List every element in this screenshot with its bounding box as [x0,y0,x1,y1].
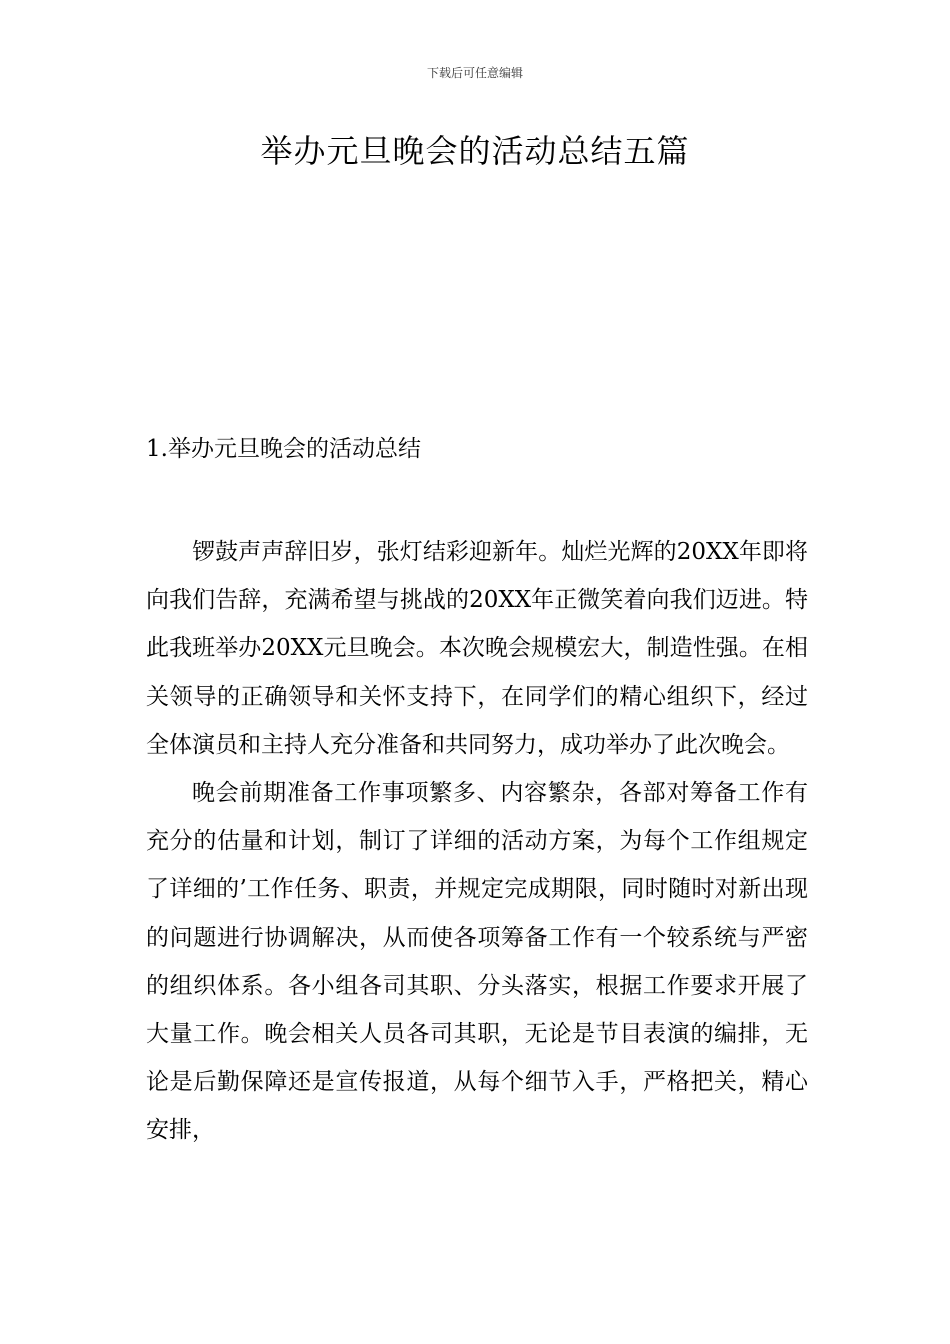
document-title: 举办元旦晚会的活动总结五篇 [260,132,690,170]
paragraph: 晚会前期准备工作事项繁多、内容繁杂，各部对筹备工作有充分的估量和计划，制订了详细的活动方案，为每个工作组规定了详细的’工作任务、职责，并规定完成期限，同时随时对新出现的问题进行协调解决，从而使各项筹备工作有一个较系统与严密的组织体系。各小组各司其职、分头落实，根据工作要求开展了大量工作。晚会相关人员各司其职，无论是节目表演的编排，无论是后勤保障还是宣传报道，从每个细节入手，严格把关，精心安排， [146,780,808,1144]
download-note: 下载后可任意编辑 [426,66,523,80]
paragraph: 锣鼓声声辞旧岁，张灯结彩迎新年。灿烂光辉的20XX年即将向我们告辞，充满希望与挑战的20XX年正微笑着向我们迈进。特此我班举办20XX元旦晚会。本次晚会规模宏大，制造性强。在相关领导的正确领导和关怀支持下，在同学们的精心组织下，经过全体演员和主持人充分准备和共同努力，成功举办了此次晚会。 [146,539,808,758]
section-body [146,528,808,1155]
section-heading: 1.举办元旦晚会的活动总结 [146,436,421,462]
